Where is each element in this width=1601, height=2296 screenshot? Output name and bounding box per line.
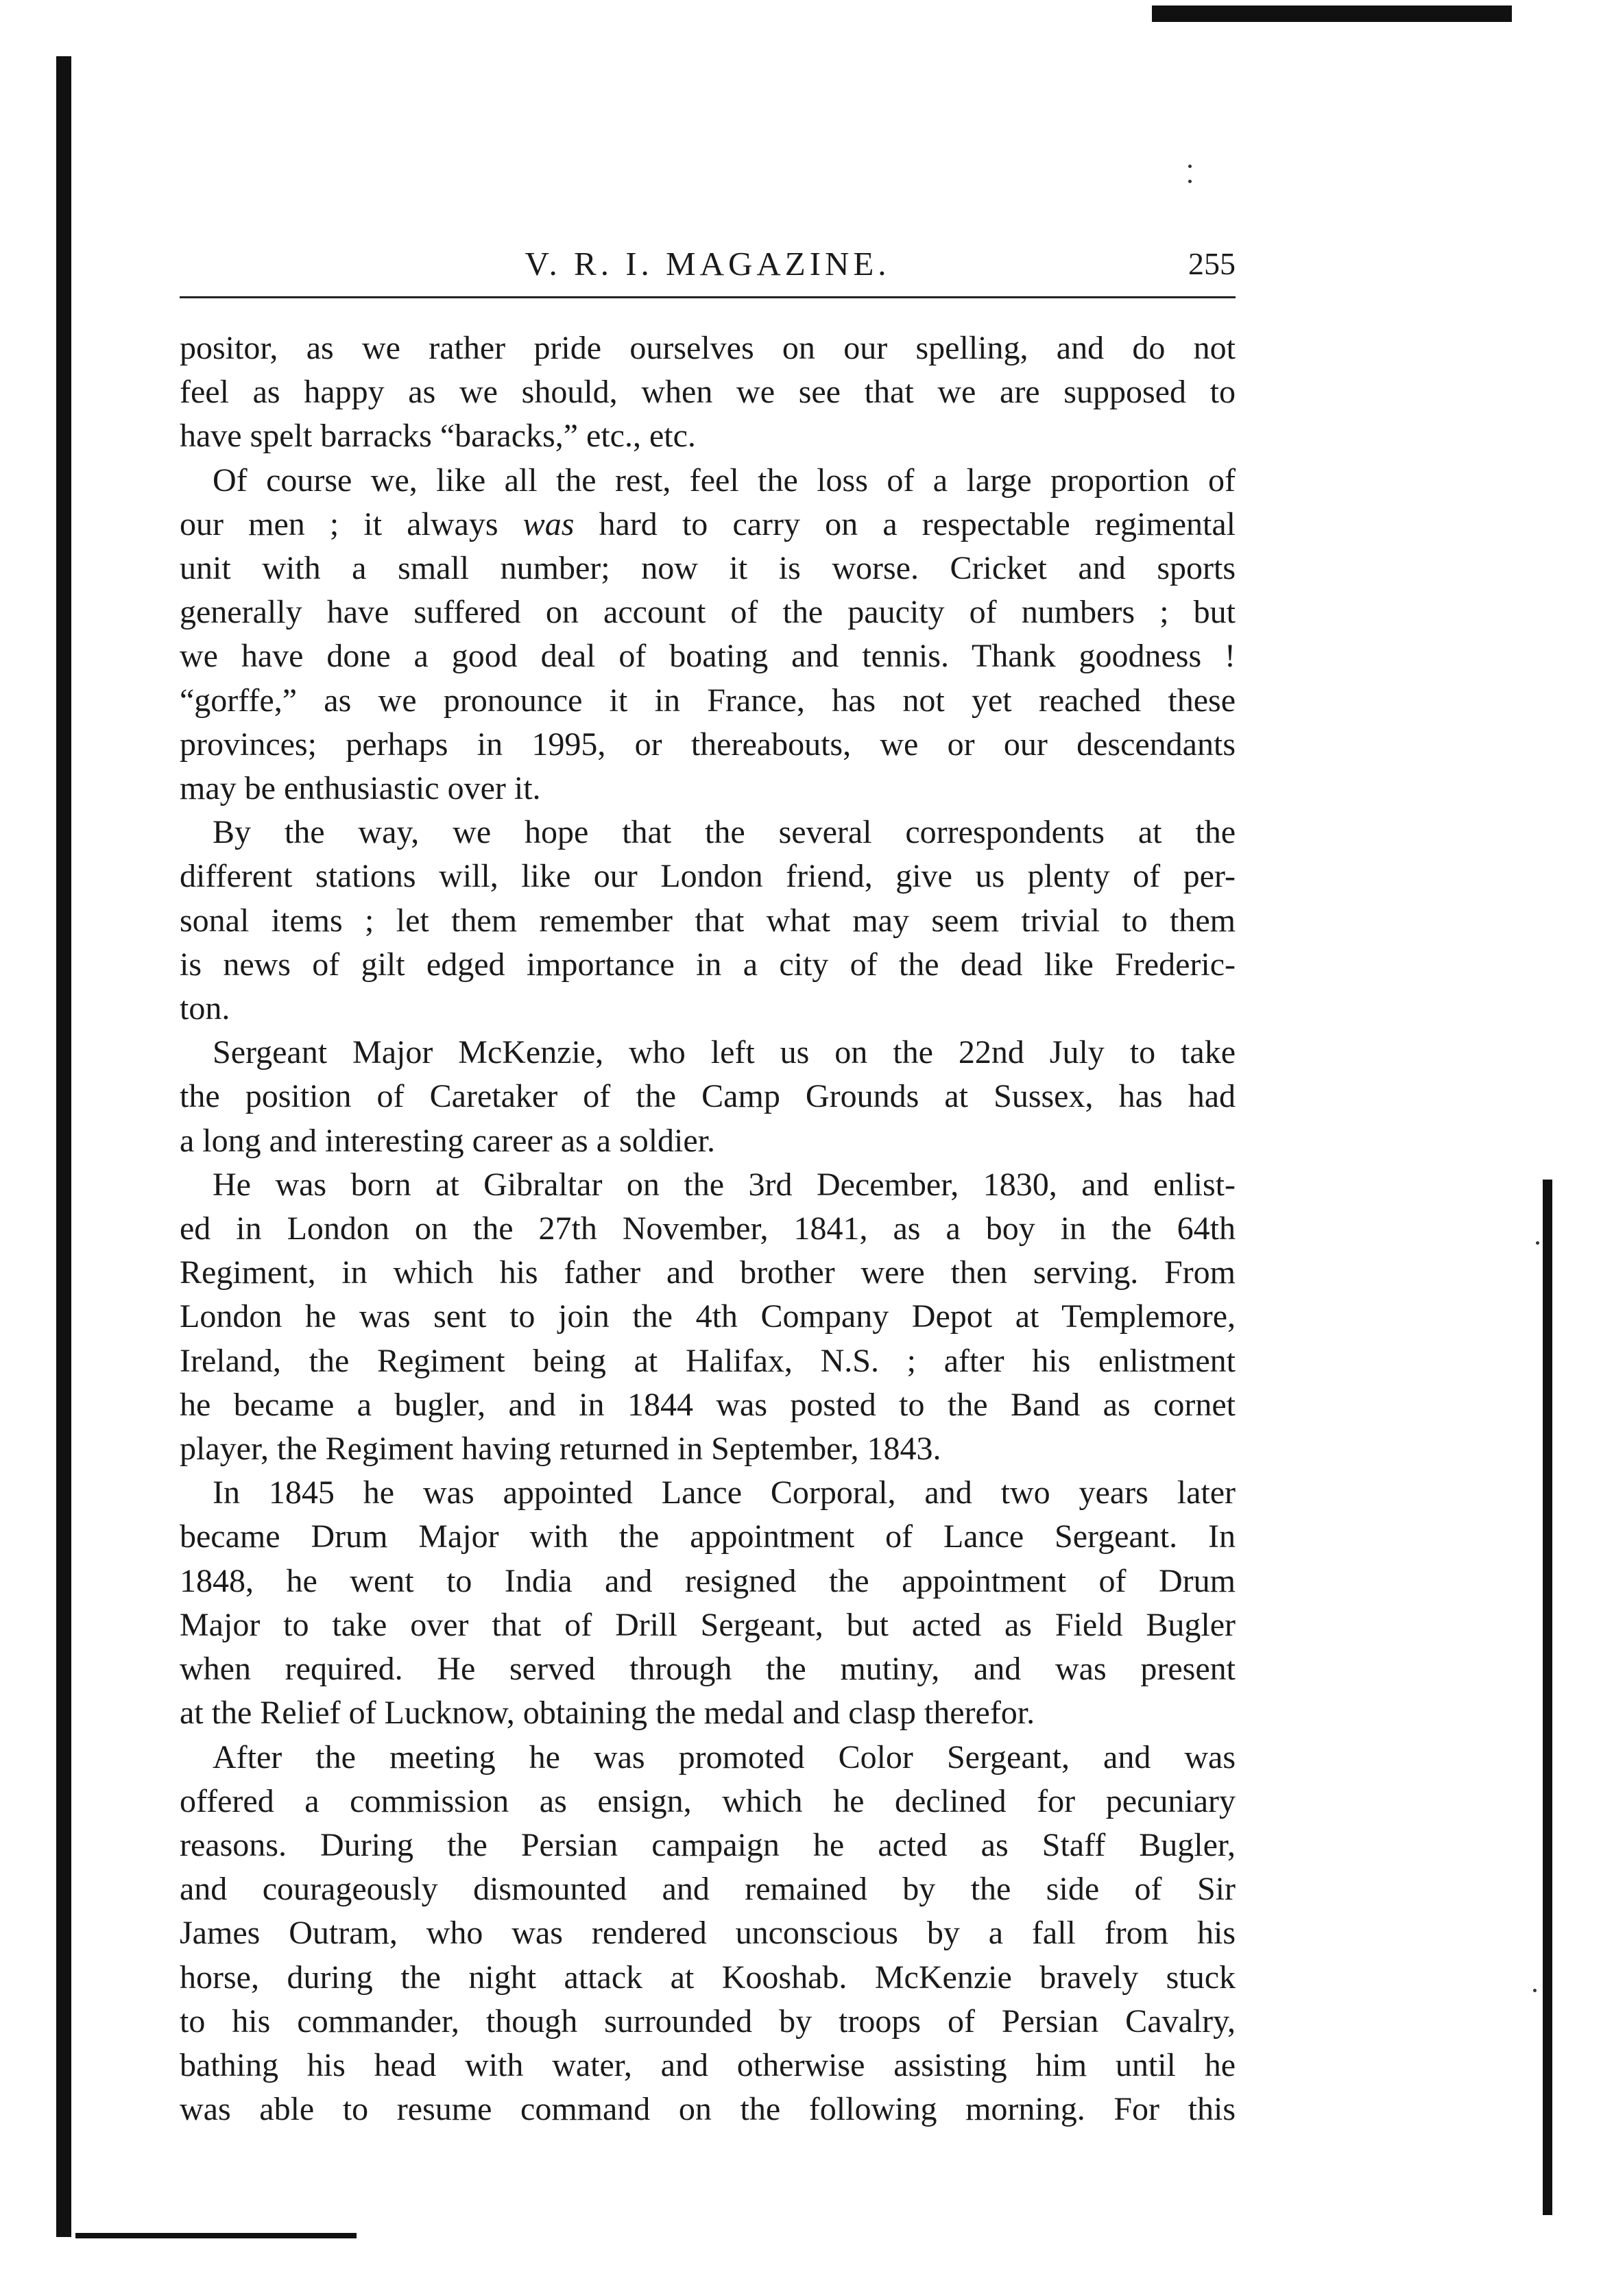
text-line: “gorffe,” as we pronounce it in France, has not yet reached these [180,682,1236,719]
paragraph [180,326,1236,459]
text-line: may be enthusiastic over it. [180,770,541,807]
text-line: offered a commission as ensign, which he declined for pecuniary [180,1782,1236,1819]
text-line: at the Relief of Lucknow, obtaining the medal and clasp therefor. [180,1695,1035,1732]
text-line: ton. [180,990,230,1027]
text-line: different stations will, like our London friend, give us plenty of per- [180,858,1236,895]
text-line: reasons. During the Persian campaign he acted as Staff Bugler, [180,1826,1236,1863]
scan-edge-top-right [1152,5,1512,22]
text-line: Of course we, like all the rest, feel the loss of a large proportion of [213,462,1236,499]
text-line: feel as happy as we should, when we see that we are supposed to [180,374,1236,411]
text-line: James Outram, who was rendered unconscious by a fall from his [180,1915,1236,1952]
text-line: unit with a small number; now it is worse. Cricket and sports [180,550,1236,587]
text-line: Ireland, the Regiment being at Halifax, N.S. ; after his enlistment [180,1342,1236,1379]
text-line: ed in London on the 27th November, 1841, as a boy in the 64th [180,1210,1236,1247]
text-line: he became a bugler, and in 1844 was posted to the Band as cornet [180,1386,1236,1423]
text-line: we have done a good deal of boating and tennis. Thank goodness ! [180,638,1236,675]
text-line: have spelt barracks “baracks,” etc., etc. [180,418,696,455]
paragraph [180,1471,1236,1735]
text-line: Major to take over that of Drill Sergeant, but acted as Field Bugler [180,1606,1236,1643]
text-line: After the meeting he was promoted Color Sergeant, and was [213,1738,1236,1775]
text-line: is news of gilt edged importance in a city of the dead like Frederic- [180,946,1236,983]
text-line: generally have suffered on account of the paucity of numbers ; but [180,594,1236,631]
text-line: when required. He served through the mutiny, and was present [180,1651,1236,1688]
page-header [180,237,1236,291]
text-line: He was born at Gibraltar on the 3rd December, 1830, and enlist- [213,1166,1236,1203]
text-line: became Drum Major with the appointment of Lance Sergeant. In [180,1518,1236,1555]
text-line: In 1845 he was appointed Lance Corporal, and two years later [213,1474,1236,1511]
page-number: 255 [1188,246,1236,281]
paragraph [180,459,1236,811]
scan-edge-bottom-left [75,2233,357,2238]
text-line: By the way, we hope that the several correspondents at the [213,814,1236,851]
text-line: our men ; it always was hard to carry on a respectable regimental [180,505,1236,542]
scan-speck [1533,1989,1537,1992]
paragraph [180,1163,1236,1471]
text-line: provinces; perhaps in 1995, or thereabouts, we or our descendants [180,726,1236,763]
text-line: London he was sent to join the 4th Company Depot at Templemore, [180,1298,1236,1335]
paragraph [180,1736,1236,2132]
text-line: horse, during the night attack at Kooshab. McKenzie bravely stuck [180,1959,1236,1996]
text-line: the position of Caretaker of the Camp Grounds at Sussex, has had [180,1078,1236,1115]
scan-speck [1188,180,1192,183]
text-line: player, the Regiment having returned in September, 1843. [180,1431,941,1468]
header-rule [180,296,1236,298]
scan-speck [1536,1241,1539,1245]
text-line: sonal items ; let them remember that what may seem trivial to them [180,902,1236,939]
text-line: positor, as we rather pride ourselves on our spelling, and do not [180,330,1236,366]
text-line: 1848, he went to India and resigned the appointment of Drum [180,1562,1236,1599]
scan-edge-left [56,56,71,2237]
text-line: was able to resume command on the following morning. For this [180,2091,1236,2128]
text-line: Regiment, in which his father and brother were then serving. From [180,1254,1236,1291]
scan-edge-right [1543,1180,1552,2215]
scan-speck [1188,165,1192,168]
text-line: a long and interesting career as a soldier. [180,1122,716,1159]
text-line: bathing his head with water, and otherwise assisting him until he [180,2046,1236,2083]
paragraph [180,811,1236,1031]
paragraph [180,1031,1236,1163]
text-line: Sergeant Major McKenzie, who left us on the 22nd July to take [213,1034,1236,1071]
text-line: and courageously dismounted and remained by the side of Sir [180,1871,1236,1908]
article-text [180,326,1236,2131]
running-title: V. R. I. MAGAZINE. [525,245,891,283]
text-line: to his commander, though surrounded by troops of Persian Cavalry, [180,2002,1236,2040]
